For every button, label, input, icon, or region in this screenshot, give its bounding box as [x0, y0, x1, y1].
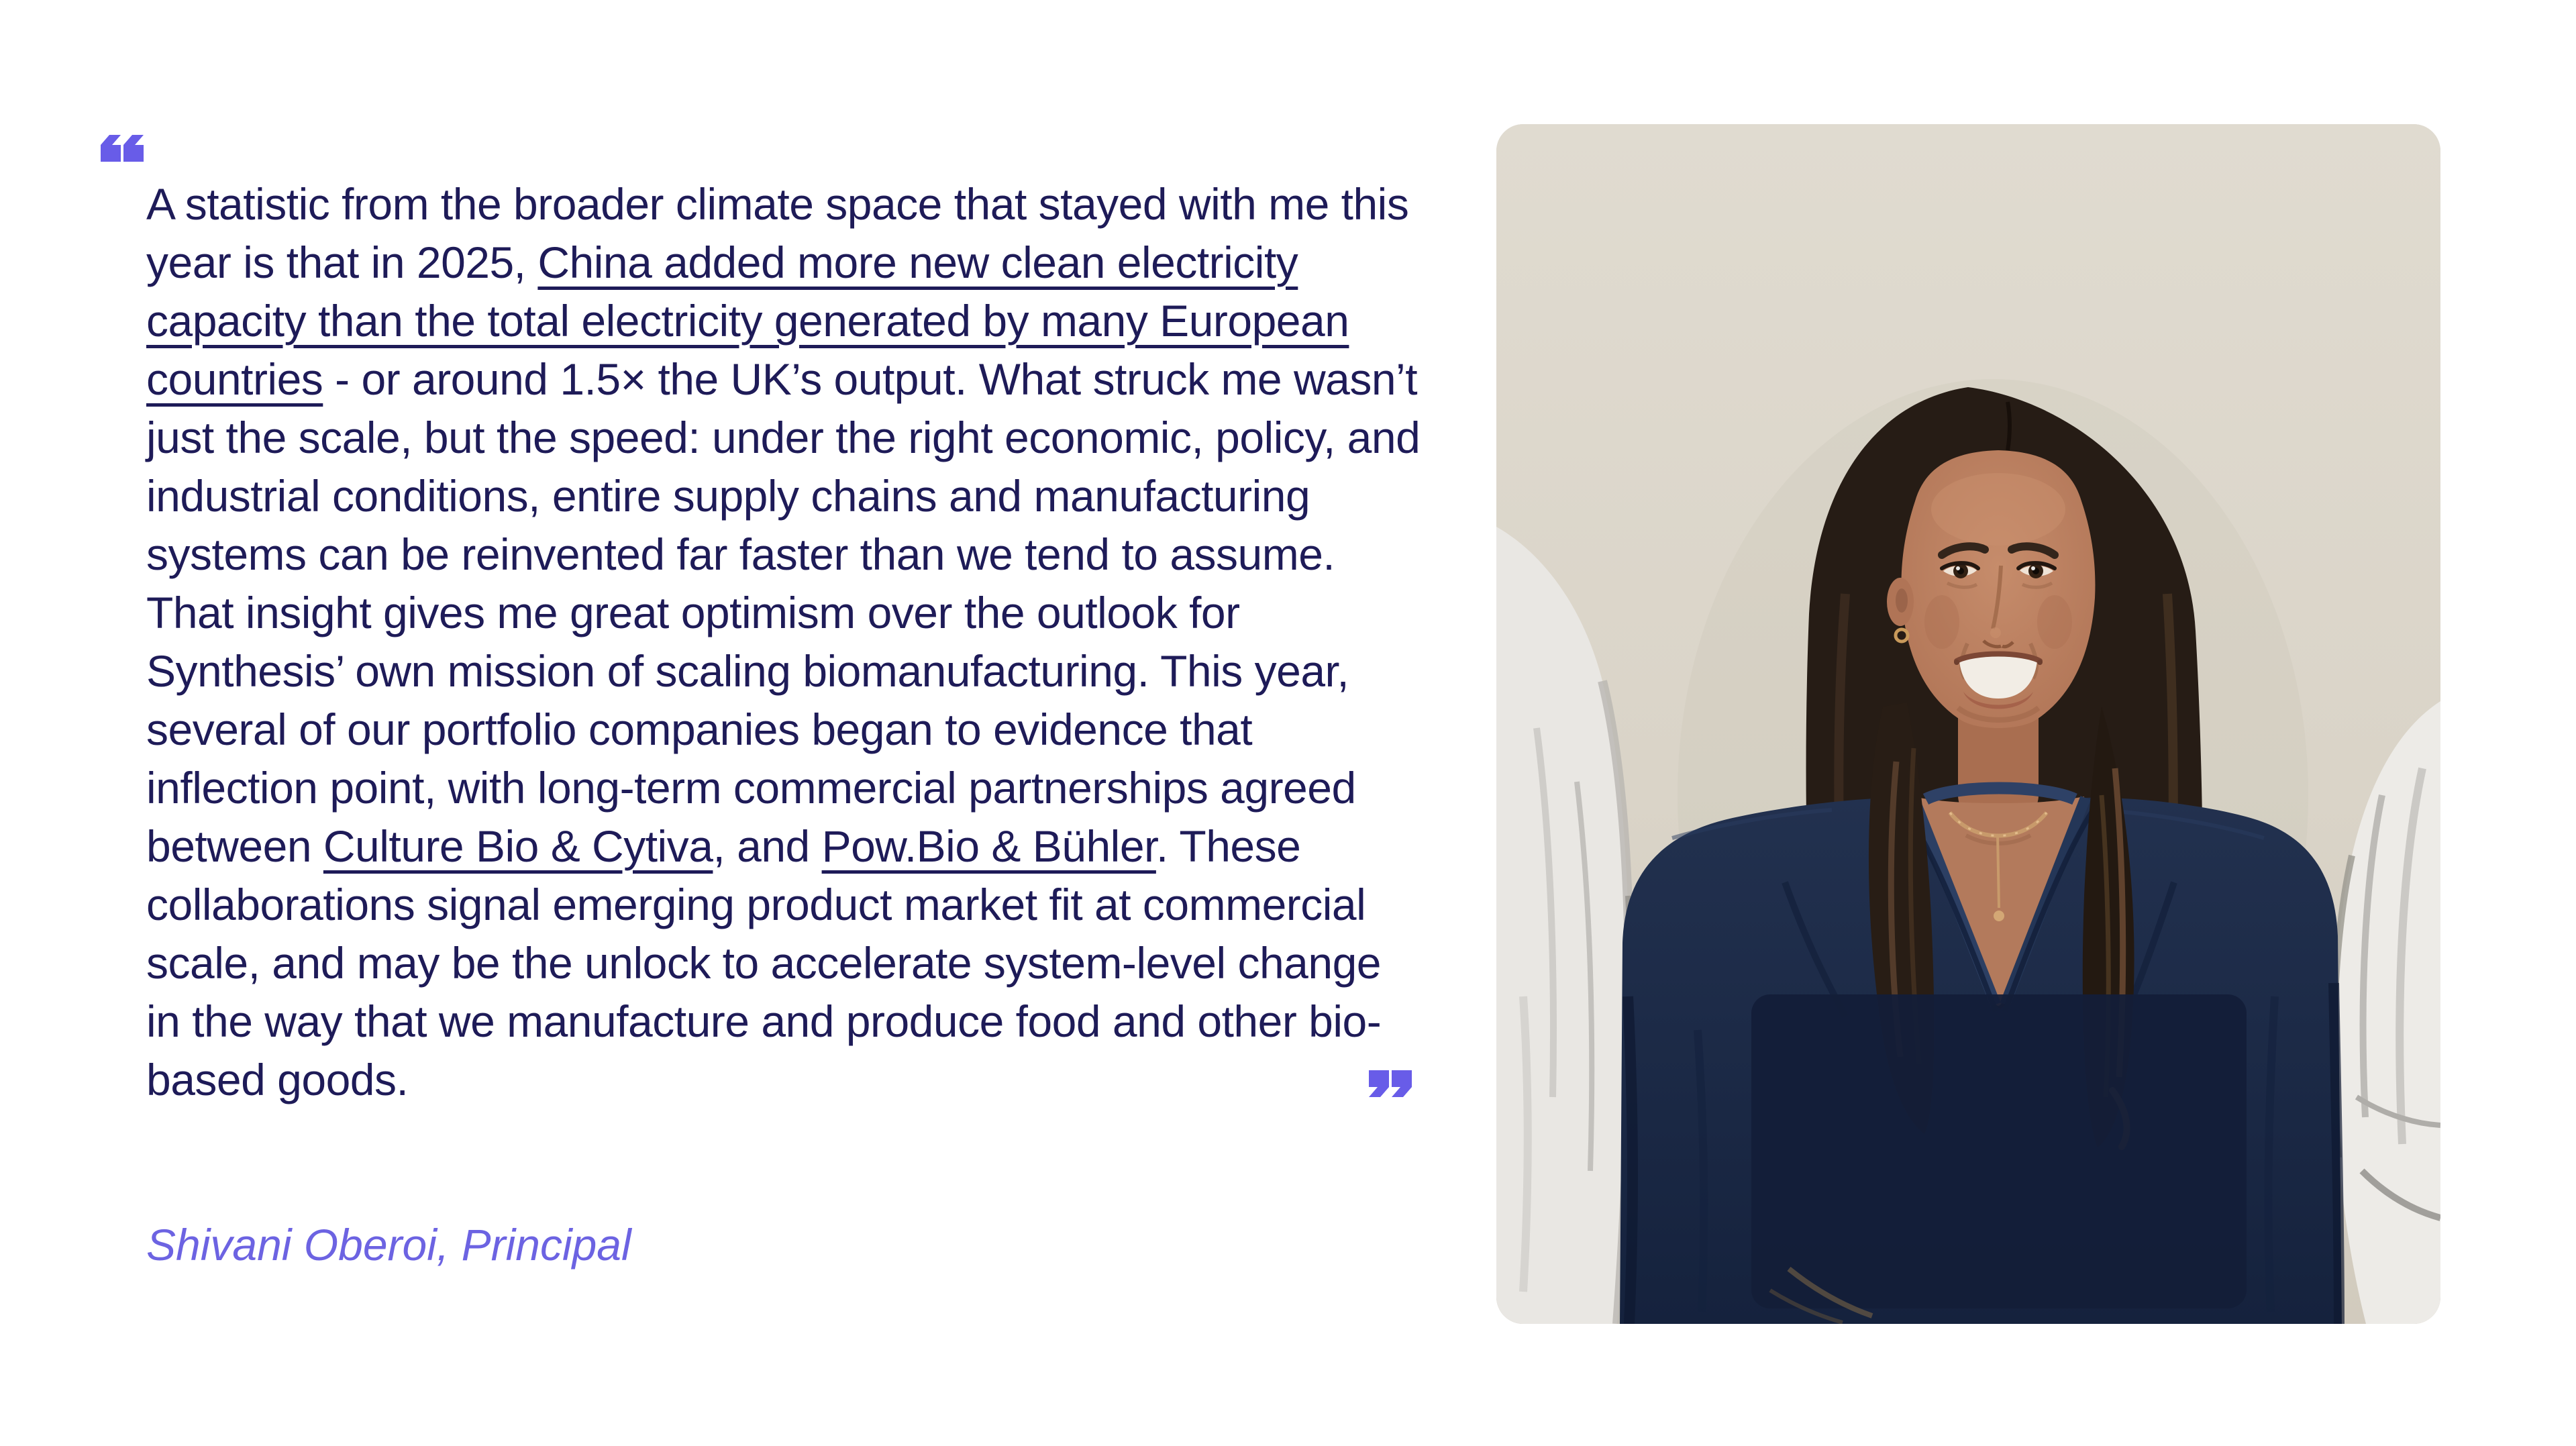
- hair-part-line: [2008, 402, 2010, 450]
- portrait-illustration: [1496, 124, 2440, 1324]
- open-quote-mark-1: [101, 135, 121, 162]
- quote-run: , and: [713, 821, 822, 871]
- quote-run: . These collaborations signal emerging product market fit at commercial scale, and may be the unlock to accelerate system-level change in the way that we manufacture and produce food and other bio-based goods.: [146, 821, 1382, 1104]
- quote-text: [146, 175, 1425, 1109]
- quote-run: A statistic from the broader climate space that stayed with me this year is that in 2025,: [146, 179, 1409, 287]
- necklace-pendant: [1994, 911, 2004, 921]
- close-quote-mark-1: [1392, 1070, 1412, 1097]
- quote-link[interactable]: Pow.Bio & Bühler: [821, 821, 1156, 871]
- quote-attribution: Shivani Oberoi, Principal: [146, 1220, 631, 1270]
- open-quote-mark-2: [123, 135, 144, 162]
- quote-run: - or around 1.5× the UK’s output. What struck me wasn’t just the scale, but the speed: under the right economic, policy, and industrial conditions, entire supply chains and manufacturing systems can be reinvented far faster than we tend to assume. That insight gives me great optimism over the outlook for Synthesis’ own mission of scaling biomanufacturing. This year, several of our portfolio companies began to evidence that inflection point, with long-term commercial partnerships agreed between: [146, 354, 1421, 871]
- open-quote-icon: [101, 134, 144, 162]
- dark-overlay-rectangle: [1751, 994, 2247, 1323]
- close-quote-mark-2: [1369, 1070, 1389, 1097]
- close-quote-icon: [1369, 1070, 1412, 1098]
- quote-link[interactable]: China added more new clean electricity capacity than the total electricity generated by many European countries: [146, 238, 1349, 404]
- portrait-photo: [1496, 124, 2440, 1324]
- quote-link[interactable]: Culture Bio & Cytiva: [323, 821, 713, 871]
